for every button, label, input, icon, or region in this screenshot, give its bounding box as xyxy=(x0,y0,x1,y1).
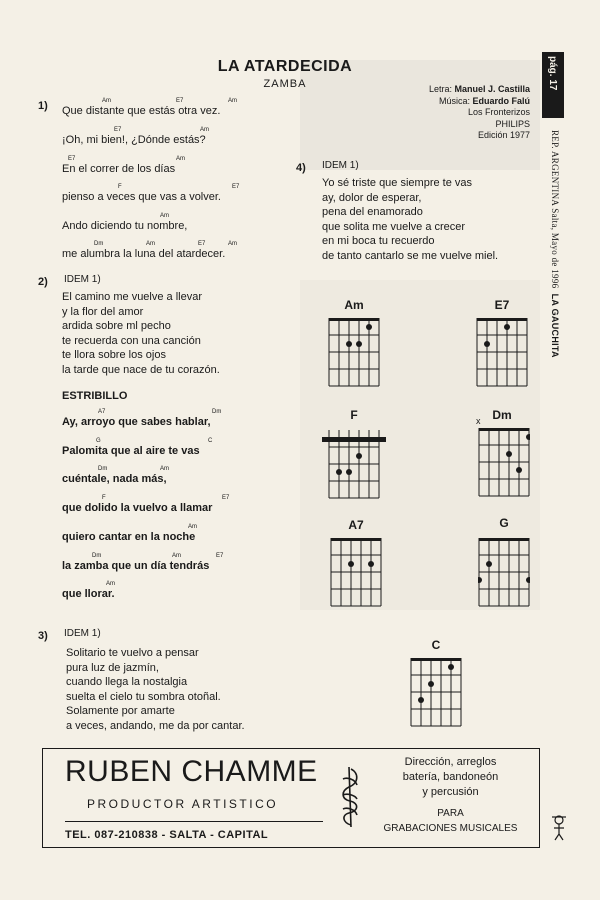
lyric-line: Solitario te vuelvo a pensar xyxy=(66,647,199,659)
chord-diagram-title: C xyxy=(431,638,441,652)
chord-label: Dm xyxy=(92,553,102,559)
record-label: PHILIPS xyxy=(495,118,530,129)
chord-label: Am xyxy=(176,156,185,162)
sidebar-text xyxy=(550,130,560,358)
lyric-line: me alumbra la luna del atardecer. xyxy=(62,248,226,260)
performers: Los Fronterizos xyxy=(467,107,530,117)
ad-service-line: Dirección, arreglos xyxy=(404,756,497,768)
chord-label: E7 xyxy=(222,495,230,501)
sidebar xyxy=(542,130,566,470)
chord-label: E7 xyxy=(216,553,224,559)
lyric-line: la tarde que nace de tu corazón. xyxy=(62,363,220,376)
lyric-line: de tanto cantarlo se me vuelve miel. xyxy=(322,249,499,262)
lyric-line: pura luz de jazmín, xyxy=(66,661,159,674)
lyric-line: Solamente por amarte xyxy=(66,705,175,717)
advertisement-box xyxy=(42,748,540,848)
lyric-line: que llorar. xyxy=(62,588,115,600)
lyric-line: que dolido la vuelvo a llamar xyxy=(62,502,213,514)
chord-label: Am xyxy=(146,241,155,247)
chord-diagram-am xyxy=(328,318,380,388)
lyric-line: Ay, arroyo que sabes hablar, xyxy=(62,416,211,428)
chord-diagram-title: F xyxy=(350,408,358,422)
stanza-3-idem: IDEM 1) xyxy=(64,628,101,639)
lyric-line: cuando llega la nostalgia xyxy=(66,676,188,688)
gaucho-mascot-icon xyxy=(548,812,570,842)
chord-label: E7 xyxy=(198,241,206,247)
chord-label: Am xyxy=(188,524,197,530)
chord-label: E7 xyxy=(114,127,122,133)
chord-label: E7 xyxy=(68,156,76,162)
lyric-line: Palomita que al aire te vas xyxy=(62,445,200,457)
ad-services xyxy=(363,755,538,836)
ad-para: PARA xyxy=(437,808,464,819)
lyric-line: Que distante que estás otra vez. xyxy=(62,105,221,117)
chord-diagram-g xyxy=(478,538,530,608)
chord-diagram-a7 xyxy=(330,538,382,608)
lyric-line: que solita me vuelve a crecer xyxy=(322,220,466,233)
chord-label: Am xyxy=(228,98,237,104)
chord-label: E7 xyxy=(232,184,240,190)
chord-label: Dm xyxy=(212,409,222,415)
letra-label: Letra: xyxy=(428,84,452,94)
lyric-line: y la flor del amor xyxy=(62,305,144,318)
lyric-line: El camino me vuelve a llevar xyxy=(62,291,203,303)
stanza-2-number: 2) xyxy=(38,276,48,288)
lyric-line: cuéntale, nada más, xyxy=(62,473,167,485)
musica-label: Música: xyxy=(438,95,470,106)
lyric-line: quiero cantar en la noche xyxy=(62,531,196,543)
edition: Edición 1977 xyxy=(477,130,530,140)
lyric-line: te recuerda con una canción xyxy=(62,334,201,347)
muted-string-mark: x xyxy=(476,416,481,426)
chord-label: Am xyxy=(106,581,115,587)
chord-label: Am xyxy=(200,127,209,133)
chord-diagram-dm xyxy=(478,428,530,498)
chord-label: Am xyxy=(102,98,111,104)
treble-clef-logo-icon xyxy=(337,765,363,829)
chord-label: Am xyxy=(172,553,181,559)
chord-label: Dm xyxy=(94,241,104,247)
lyric-line: suelta el cielo tu sombra otoñal. xyxy=(66,690,221,703)
estribillo-label: ESTRIBILLO xyxy=(62,390,128,402)
ad-grabaciones: GRABACIONES MUSICALES xyxy=(383,823,518,834)
ad-divider xyxy=(65,821,323,822)
stanza-1-number: 1) xyxy=(38,100,48,112)
sidebar-brand: LA GAUCHITA xyxy=(550,293,560,358)
chord-diagram-title: E7 xyxy=(494,298,510,312)
chord-label: Am xyxy=(160,466,169,472)
chord-diagram-title: A7 xyxy=(348,518,364,532)
stanza-4-idem: IDEM 1) xyxy=(322,160,359,171)
chord-label: G xyxy=(96,438,101,444)
lyric-line: la zamba que un día tendrás xyxy=(62,560,210,572)
ad-phone: TEL. 087-210838 - SALTA - CAPITAL xyxy=(65,829,269,841)
chord-label: Am xyxy=(228,241,237,247)
musica-author: Eduardo Falú xyxy=(472,95,530,106)
chord-label: F xyxy=(102,495,106,501)
chord-diagram-title: G xyxy=(499,516,509,530)
chord-label: C xyxy=(208,438,213,444)
chord-diagram-f xyxy=(322,430,386,500)
credits xyxy=(429,84,530,142)
chord-label: Am xyxy=(160,213,169,219)
stanza-4-number: 4) xyxy=(296,162,306,174)
chord-label: F xyxy=(118,184,122,190)
lyric-line: a veces, andando, me da por cantar. xyxy=(66,719,245,732)
lyric-line: Ando diciendo tu nombre, xyxy=(62,220,188,232)
song-title: LA ATARDECIDA xyxy=(217,58,353,75)
lyric-line: pienso a veces que vas a volver. xyxy=(62,191,221,203)
chord-diagram-title: Dm xyxy=(492,408,512,422)
stanza-4-lines xyxy=(322,176,498,263)
chord-diagram-title: Am xyxy=(344,298,364,312)
page-number: pág. 17 xyxy=(547,56,558,91)
lyric-line: En el correr de los días xyxy=(62,163,176,175)
lyric-line: pena del enamorado xyxy=(322,206,423,218)
lyric-line: Yo sé triste que siempre te vas xyxy=(322,177,473,189)
lyric-line: en mi boca tu recuerdo xyxy=(322,235,435,247)
sidebar-location: REP. ARGENTINA Salta, Mayo de 1996 xyxy=(550,130,560,289)
lyric-line: ¡Oh, mi bien!, ¿Dónde estás? xyxy=(62,134,206,146)
chord-label: A7 xyxy=(98,409,106,415)
ad-name: RUBEN CHAMME xyxy=(65,755,318,788)
ad-service-line: y percusión xyxy=(422,786,479,798)
ad-role: PRODUCTOR ARTISTICO xyxy=(87,797,279,811)
chord-label: Dm xyxy=(98,466,108,472)
chord-diagram-e7 xyxy=(476,318,528,388)
stanza-3-lines xyxy=(66,646,245,733)
lyric-line: ay, dolor de esperar, xyxy=(322,191,422,204)
chord-label: E7 xyxy=(176,98,184,104)
song-genre: ZAMBA xyxy=(263,78,307,90)
chord-diagram-c xyxy=(410,658,462,728)
page-number-tab xyxy=(542,52,564,118)
stanza-2-lines xyxy=(62,290,220,377)
letra-author: Manuel J. Castilla xyxy=(454,84,530,94)
ad-service-line: batería, bandoneón xyxy=(402,771,499,783)
lyric-line: te llora sobre los ojos xyxy=(62,349,166,361)
lyric-line: ardida sobre ml pecho xyxy=(62,320,171,332)
stanza-2-idem: IDEM 1) xyxy=(64,274,101,285)
stanza-3-number: 3) xyxy=(38,630,48,642)
